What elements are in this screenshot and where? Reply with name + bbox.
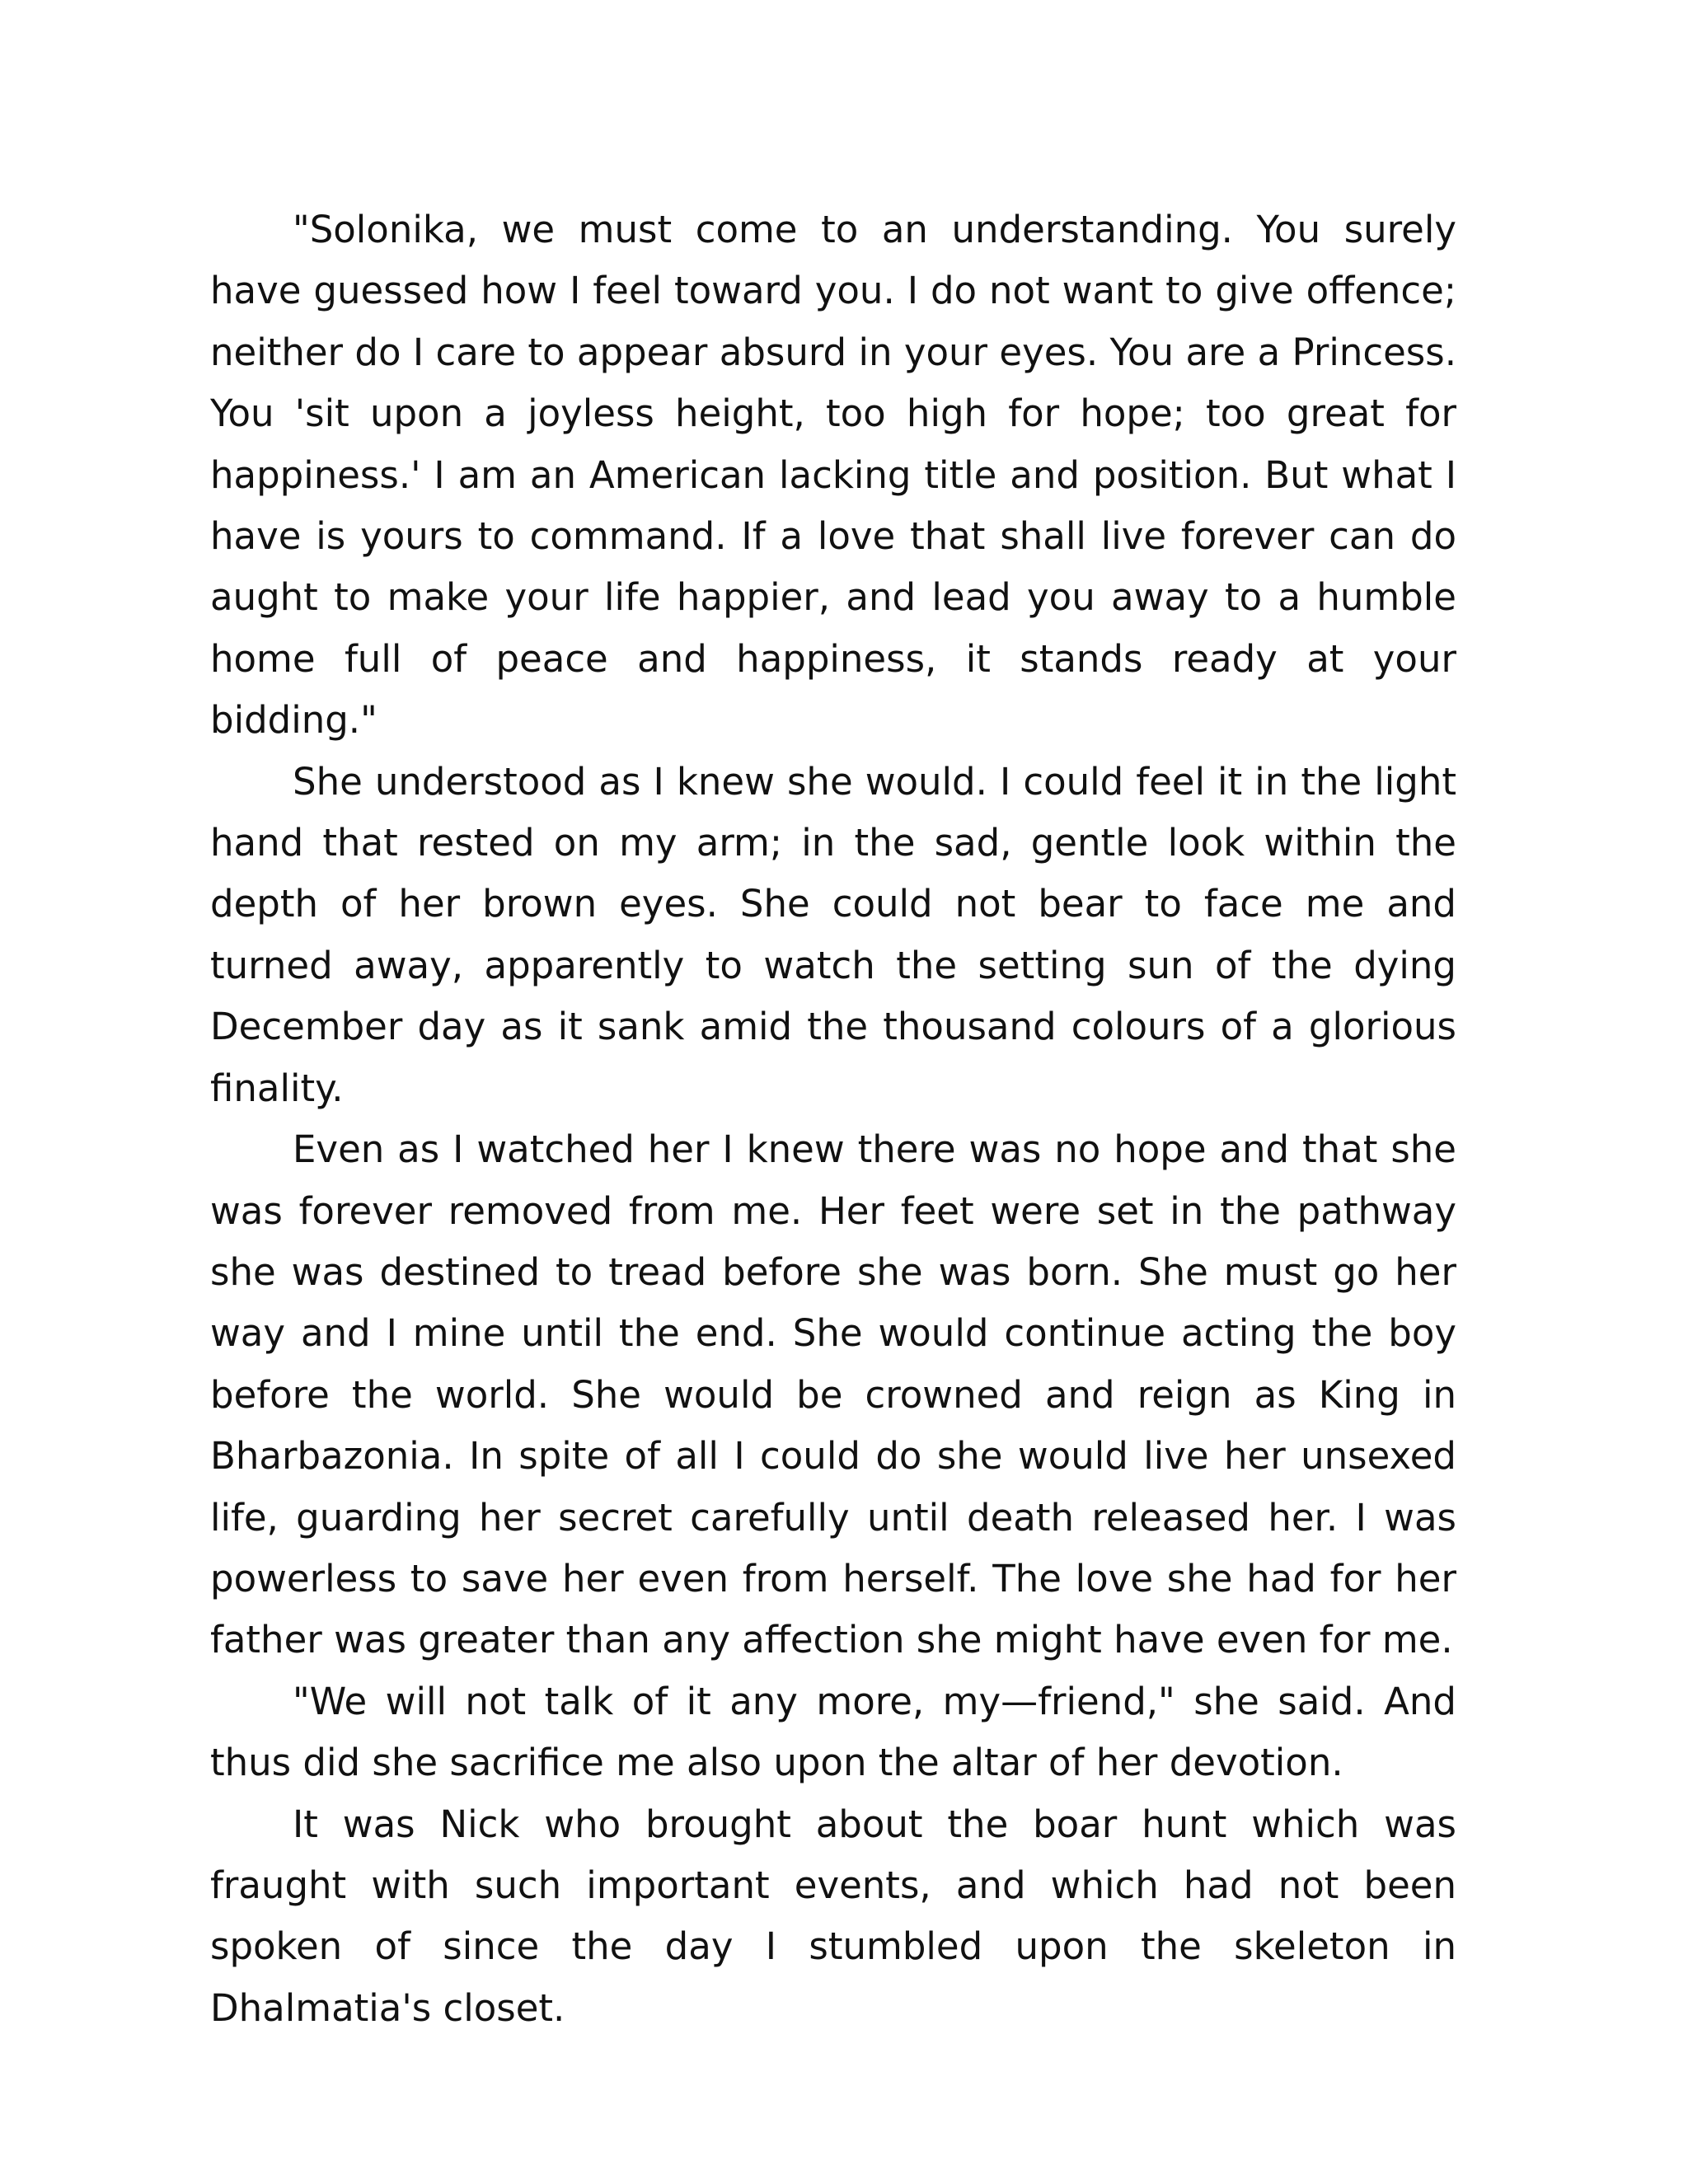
paragraph: Even as I watched her I knew there was no hope and that she was forever removed from me. Her feet were set in the pathway she was destined to tread before she was born. She must go her way and I mine until the end. She would continue acting the boy before the world. She would be crowned and reign as King in Bharbazonia. In spite of all I could do she would live her unsexed life, guarding her secret carefully until death released her. I was powerless to save her even from herself. The love she had for her father was greater than any affection she might have even for me. — [210, 1127, 1456, 1662]
document-page — [210, 199, 1456, 2039]
paragraph: She understood as I knew she would. I could feel it in the light hand that rested on my arm; in the sad, gentle look within the depth of her brown eyes. She could not bear to face me and turned away, apparently to watch the setting sun of the dying December day as it sank amid the thousand colours of a glorious finality. — [210, 759, 1456, 1110]
paragraph: "We will not talk of it any more, my—friend," she said. And thus did she sacrifice me also upon the altar of her devotion. — [210, 1679, 1456, 1785]
paragraph: It was Nick who brought about the boar hunt which was fraught with such important events, and which had not been spoken of since the day I stumbled upon the skeleton in Dhalmatia's closet. — [210, 1802, 1456, 2030]
paragraph: "Solonika, we must come to an understanding. You surely have guessed how I feel toward you. I do not want to give offence; neither do I care to appear absurd in your eyes. You are a Princess. You 'sit upon a joyless height, too high for hope; too great for happiness.' I am an American lacking title and position. But what I have is yours to command. If a love that shall live forever can do aught to make your life happier, and lead you away to a humble home full of peace and happiness, it stands ready at your bidding." — [210, 208, 1456, 743]
